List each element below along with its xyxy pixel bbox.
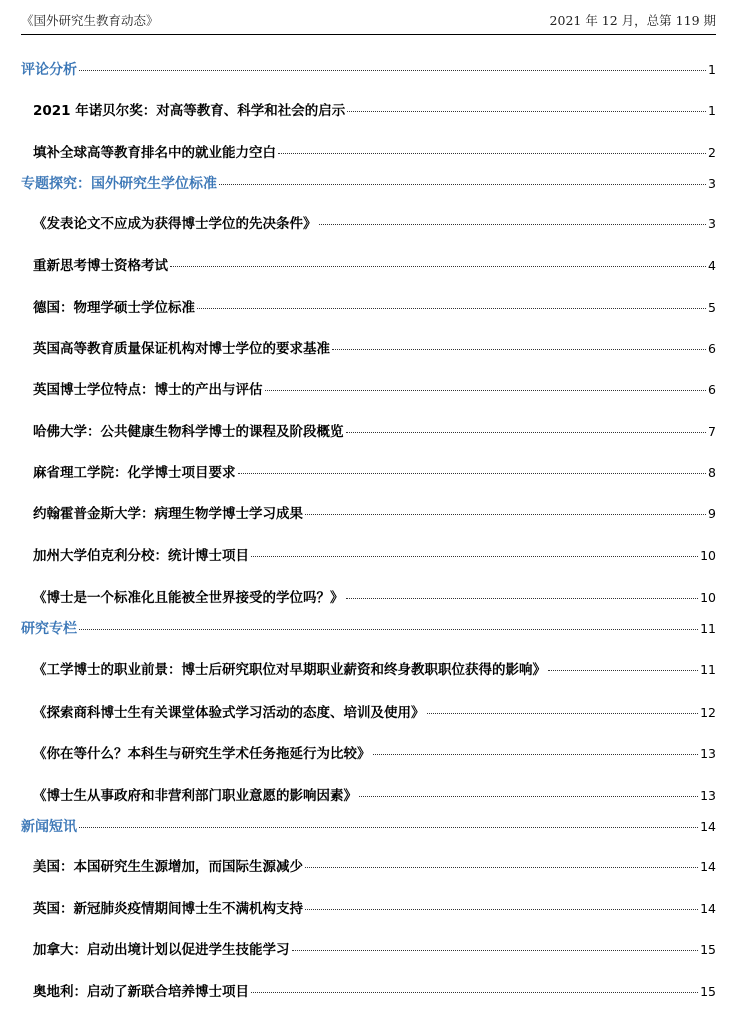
toc-entry-title: 德国：物理学硕士学位标准: [33, 300, 195, 316]
toc-entry-row[interactable]: [33, 254, 716, 276]
toc-entry-row[interactable]: [33, 544, 716, 566]
dot-leader: [346, 432, 707, 433]
toc-entry-title: 《工学博士的职业前景：博士后研究职位对早期职业薪资和终身教职职位获得的影响》: [33, 662, 546, 678]
dot-leader: [305, 514, 706, 515]
dot-leader: [79, 629, 698, 630]
toc-entry-title: 填补全球高等教育排名中的就业能力空白: [33, 145, 276, 161]
toc-entry-row[interactable]: [33, 701, 716, 723]
toc-entry-row[interactable]: [33, 378, 716, 400]
dot-leader: [219, 184, 706, 185]
dot-leader: [427, 713, 699, 714]
dot-leader: [305, 909, 698, 910]
toc-entry-row[interactable]: [33, 586, 716, 608]
toc-entry-row[interactable]: [33, 461, 716, 483]
toc-page-number: 13: [700, 788, 716, 803]
toc-entry-title: 奥地利：启动了新联合培养博士项目: [33, 984, 249, 1000]
toc-page-number: 1: [708, 62, 716, 77]
toc-page-number: 14: [700, 901, 716, 916]
toc-entry-title: 加州大学伯克利分校：统计博士项目: [33, 548, 249, 564]
dot-leader: [170, 266, 706, 267]
toc-page-number: 5: [708, 300, 716, 315]
dot-leader: [265, 390, 707, 391]
dot-leader: [278, 153, 706, 154]
toc-entry-title: 英国：新冠肺炎疫情期间博士生不满机构支持: [33, 901, 303, 917]
toc-entry-title: 约翰霍普金斯大学：病理生物学博士学习成果: [33, 506, 303, 522]
toc-page-number: 10: [700, 590, 716, 605]
toc-entry-row[interactable]: [33, 141, 716, 163]
toc-page-number: 13: [700, 746, 716, 761]
toc-entry-row[interactable]: [33, 784, 716, 806]
toc-section-title: 研究专栏: [21, 621, 77, 637]
dot-leader: [292, 950, 699, 951]
toc-page-number: 7: [708, 424, 716, 439]
toc-entry-row[interactable]: [33, 296, 716, 318]
toc-page-number: 14: [700, 859, 716, 874]
toc-entry-row[interactable]: [33, 502, 716, 524]
toc-section-title: 评论分析: [21, 62, 77, 78]
toc-entry-row[interactable]: [33, 897, 716, 919]
dot-leader: [251, 556, 698, 557]
dot-leader: [305, 867, 698, 868]
toc-entry-title: 美国：本国研究生生源增加，而国际生源减少: [33, 859, 303, 875]
toc-entry-title: 重新思考博士资格考试: [33, 258, 168, 274]
dot-leader: [332, 349, 706, 350]
toc-page-number: 9: [708, 506, 716, 521]
toc-page-number: 15: [700, 942, 716, 957]
dot-leader: [346, 598, 699, 599]
toc-entry-title: 《发表论文不应成为获得博士学位的先决条件》: [33, 216, 317, 232]
issue-info: 2021 年 12 月，总第 119 期: [549, 13, 716, 28]
dot-leader: [347, 111, 706, 112]
toc-page-number: 6: [708, 382, 716, 397]
dot-leader: [79, 827, 698, 828]
dot-leader: [197, 308, 706, 309]
toc-entry-title: 英国高等教育质量保证机构对博士学位的要求基准: [33, 341, 330, 357]
toc-page-number: 3: [708, 216, 716, 231]
dot-leader: [548, 670, 698, 671]
toc-entry-title: 《探索商科博士生有关课堂体验式学习活动的态度、培训及使用》: [33, 705, 425, 721]
toc-section-row[interactable]: [21, 59, 716, 81]
toc-entry-title: 2021 年诺贝尔奖：对高等教育、科学和社会的启示: [33, 103, 346, 119]
toc-entry-title: 加拿大：启动出境计划以促进学生技能学习: [33, 942, 290, 958]
dot-leader: [359, 796, 698, 797]
toc-entry-row[interactable]: [33, 212, 716, 234]
toc-page-number: 1: [708, 103, 716, 118]
toc-section-row[interactable]: [21, 618, 716, 640]
toc-entry-title: 哈佛大学：公共健康生物科学博士的课程及阶段概览: [33, 424, 344, 440]
toc-entry-title: 《博士是一个标准化且能被全世界接受的学位吗？》: [33, 590, 344, 606]
toc-page-number: 8: [708, 465, 716, 480]
toc-entry-title: 英国博士学位特点：博士的产出与评估: [33, 382, 263, 398]
dot-leader: [319, 224, 707, 225]
toc-page-number: 2: [708, 145, 716, 160]
toc-page-number: 14: [700, 819, 716, 834]
toc-page-number: 4: [708, 258, 716, 273]
dot-leader: [251, 992, 698, 993]
dot-leader: [373, 754, 699, 755]
toc-entry-row[interactable]: [33, 420, 716, 442]
toc-section-row[interactable]: [21, 173, 716, 195]
toc-entry-title: 《你在等什么？本科生与研究生学术任务拖延行为比较》: [33, 746, 371, 762]
toc-entry-row[interactable]: [33, 337, 716, 359]
toc-section-title: 专题探究：国外研究生学位标准: [21, 176, 217, 192]
toc-entry-row[interactable]: [33, 742, 716, 764]
toc-page-number: 11: [700, 621, 716, 636]
toc-entry-row[interactable]: [33, 855, 716, 877]
toc-page-number: 3: [708, 176, 716, 191]
toc-entry-row[interactable]: [33, 99, 716, 121]
toc-entry-title: 麻省理工学院：化学博士项目要求: [33, 465, 236, 481]
toc-section-row[interactable]: [21, 816, 716, 838]
toc-entry-row[interactable]: [33, 938, 716, 960]
toc-page-number: 12: [700, 705, 716, 720]
toc-page-number: 10: [700, 548, 716, 563]
toc-section-title: 新闻短讯: [21, 819, 77, 835]
dot-leader: [238, 473, 707, 474]
journal-title: 《国外研究生教育动态》: [21, 13, 159, 28]
toc-entry-title: 《博士生从事政府和非营利部门职业意愿的影响因素》: [33, 788, 357, 804]
toc-page-number: 11: [700, 662, 716, 677]
toc-entry-row[interactable]: [33, 658, 716, 680]
dot-leader: [79, 70, 706, 71]
toc-page-number: 6: [708, 341, 716, 356]
toc-entry-row[interactable]: [33, 980, 716, 1002]
toc-page-number: 15: [700, 984, 716, 999]
